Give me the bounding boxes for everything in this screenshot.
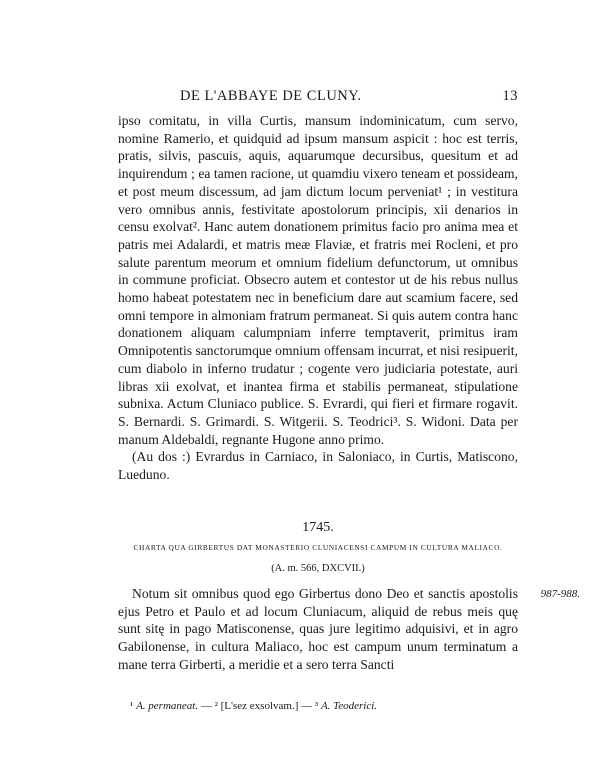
charter-paragraph: Notum sit omnibus quod ego Girbertus dono Deo et sanctis apostolis ejus Petro et Paulo et ad locum Cluniacum, aliquid de rebus meis quę sunt sitę in pago Matisconense, quas jure legitimo adquisivi, et in agro Gabilonense, in cultura Maliaco, hoc est campum unum terminatum a mane terra Girberti, a meridie et a sero terra Sancti xyxy=(118,586,518,672)
paragraph-2: (Au dos :) Evrardus in Carniaco, in Saloniaco, in Curtis, Matiscono, Lueduno. xyxy=(118,449,518,483)
charter-text xyxy=(118,585,518,674)
footnote-2-text: [L'sez exsolvam.] xyxy=(220,700,299,712)
running-head-title: DE L'ABBAYE DE CLUNY. xyxy=(180,88,362,104)
footnote-3-marker: ³ xyxy=(314,700,319,712)
footnote-1-text: A. permaneat. xyxy=(136,700,199,712)
footnote-separator: — xyxy=(200,700,212,712)
footnote-3-text: A. Teoderici. xyxy=(320,700,378,712)
paragraph-1: ipso comitatu, in villa Curtis, mansum indominicatum, cum servo, nomine Ramerio, et quidquid ad ipsum mansum aspicit : hoc est terris, pratis, silvis, pascuis, aquis, aquarumque decursibus, quesitum et ad inquirendum ; ea tamen racione, ut quamdiu vixero teneam et possideam, et post meum discessum, ad jam dictum locum perveniat¹ ; in vestitura vero omnibus annis, festivitate apostolorum principis, xii denarios in censu exolvat². Hanc autem donationem primitus facio pro anima mea et patris mei Adalardi, et matris meæ Flaviæ, et fratris mei Rocleni, et pro salute parentum meorum et omnium fidelium defunctorum, ut omnibus in commune proficiat. Obsecro autem et contestor ut de his rebus nullus homo habeat potestatem nec in beneficium dare aut scamium facere, sed omni tempore in almoniam fratrum permaneat. Si quis autem contra hanc donationem aliquam calumpniam inferre temptaverit, primitus iram Omnipotentis sanctorumque omnium offensam incurrat, et nisi resipuerit, cum diabolo in inferno trudatur ; cogente vero judiciaria potestate, auri libras xii exolvat, et inantea firma et stabilis permaneat, stipulatione subnixa. Actum Cluniaco publice. S. Evrardi, qui fieri et firmare rogavit. S. Bernardi. S. Grimardi. S. Witgerii. S. Teodrici³. S. Widoni. Data per manum Aldebaldi, regnante Hugone anno primo. xyxy=(118,113,518,447)
charter-date-line: (A. m. 566, DXCVII.) xyxy=(271,563,365,574)
footnote-1-marker: ¹ xyxy=(130,700,134,712)
margin-date: 987-988. xyxy=(540,588,580,600)
footnote-separator: — xyxy=(301,700,313,712)
previous-charter-text xyxy=(118,112,518,484)
footnotes xyxy=(130,700,530,712)
charter-number: 1745. xyxy=(302,520,334,535)
page-number: 13 xyxy=(502,88,518,104)
charter-heading: CHARTA QUA GIRBERTUS DAT MONASTERIO CLUNIACENSI CAMPUM IN CULTURA MALIACO. xyxy=(133,543,503,552)
footnote-2-marker: ² xyxy=(214,700,218,712)
